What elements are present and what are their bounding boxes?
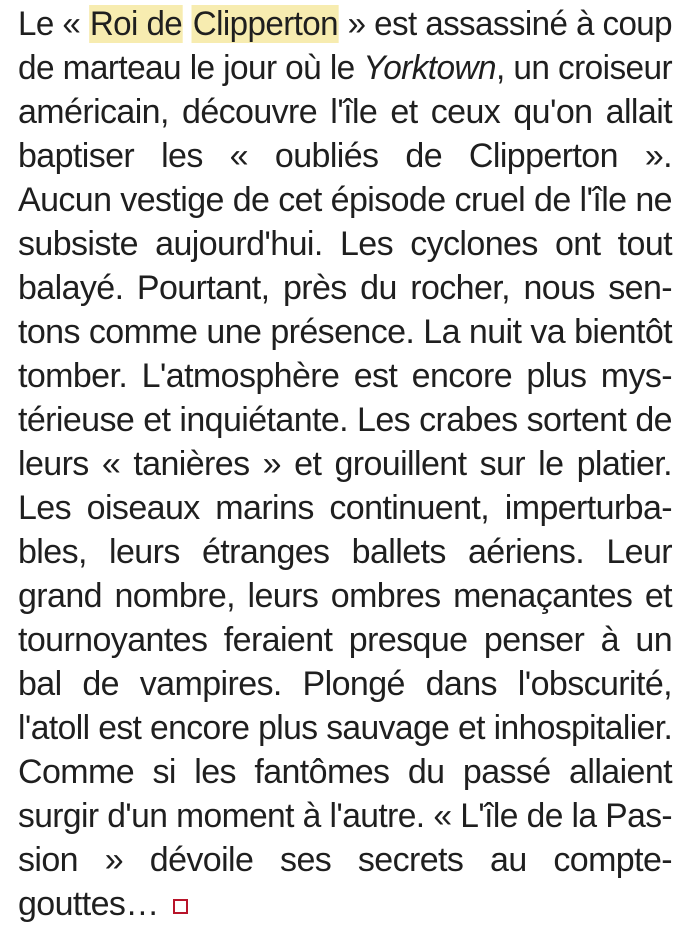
text-line-6: subsiste aujourd'hui. Les cyclones ont tout [18, 225, 672, 263]
text-line-18: Comme si les fantômes du passé allaient [18, 753, 672, 791]
line-1-end: » est assassiné à coup [347, 5, 672, 43]
text-line-12: Les oiseaux marins continuent, imperturba- [18, 489, 672, 527]
text-line-19: surgir d'un moment à l'autre. « L'île de la Pas- [18, 797, 672, 835]
text-line-7: balayé. Pourtant, près du rocher, nous sen- [18, 269, 672, 307]
text-line-1 [18, 2, 672, 46]
text-line-4: baptiser les « oubliés de Clipperton ». [18, 137, 672, 175]
line-1-start: Le « [18, 5, 81, 43]
line-2-end: , un croiseur [495, 49, 673, 87]
text-line-14: grand nombre, leurs ombres menaçantes et [18, 577, 672, 615]
final-word: gouttes… [18, 885, 159, 923]
text-line-9: tomber. L'atmosphère est encore plus mys- [18, 357, 672, 395]
highlighted-clipperton: Clipperton [192, 5, 338, 43]
text-line-2 [18, 46, 672, 90]
text-line-8: tons comme une présence. La nuit va bientôt [18, 313, 672, 351]
line-2-start: de marteau le jour où le [18, 49, 355, 87]
text-line-11: leurs « tanières » et grouillent sur le platier. [18, 445, 672, 483]
end-of-article-square-icon [173, 899, 188, 914]
text-line-15: tournoyantes feraient presque penser à un [18, 621, 672, 659]
text-line-16: bal de vampires. Plongé dans l'obscurité, [18, 665, 672, 703]
text-line-21 [18, 882, 188, 926]
highlighted-roi-de: Roi de [89, 5, 183, 43]
text-line-10: térieuse et inquiétante. Les crabes sortent de [18, 401, 672, 439]
text-line-17: l'atoll est encore plus sauvage et inhospitalier. [18, 709, 673, 747]
text-line-13: bles, leurs étranges ballets aériens. Leur [18, 533, 672, 571]
text-line-20: sion » dévoile ses secrets au compte- [18, 841, 672, 879]
text-line-5: Aucun vestige de cet épisode cruel de l'île ne [18, 181, 672, 219]
ship-name-yorktown: Yorktown [363, 49, 496, 87]
text-line-3: américain, découvre l'île et ceux qu'on allait [18, 93, 672, 131]
